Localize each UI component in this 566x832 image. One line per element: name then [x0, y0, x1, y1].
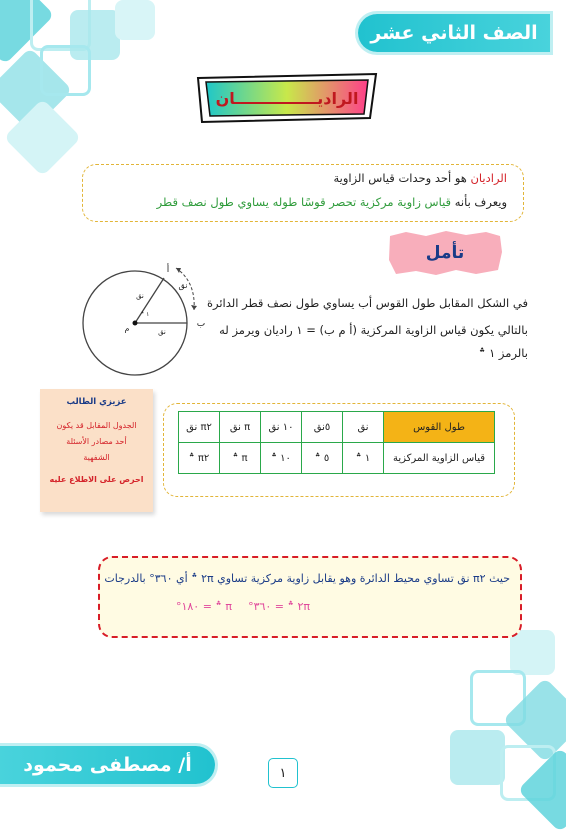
radian-term: الراديان — [470, 171, 507, 185]
note-line-4: احرص على الاطلاع عليه — [49, 475, 144, 484]
circumference-box — [98, 556, 522, 638]
circumference-text: حيث π٢ نق تساوي محيط الدائرة وهو يقابل زاوية مركزية تساوي ٢π ؞ أي ٣٦٠° بالدرجات — [104, 572, 510, 585]
definition-line-2: ويعرف بأنه قياس زاوية مركزية تحصر قوسًا طوله يساوي طول نصف قطر — [156, 195, 507, 209]
page-title: الراديـــــــــــــــان — [215, 88, 359, 108]
reflect-line-3: بالرمز ١ ؞ — [478, 346, 528, 360]
table-row — [179, 443, 495, 474]
note-line-1: الجدول المقابل قد يكون — [56, 421, 137, 430]
circle-diagram — [80, 258, 210, 383]
table-header-angle: قياس الزاوية المركزية — [384, 443, 495, 474]
reflect-title: تأمل — [425, 243, 465, 263]
equation-half-circle: π ؞ = ١٨٠° — [175, 600, 232, 613]
table-cell: ٥نق — [302, 412, 343, 443]
radius-label-horizontal: نق — [158, 328, 166, 336]
table-cell: ١٠ ؞ — [261, 443, 302, 474]
radius-label-slanted: نق — [136, 292, 144, 300]
reflect-line-2: بالتالي يكون قياس الزاوية المركزية (أ م ب) = ١ راديان ويرمز له — [219, 323, 528, 337]
table-cell: π٢ ؞ — [179, 443, 220, 474]
table-cell: ١٠ نق — [261, 412, 302, 443]
table-cell: π ؞ — [220, 443, 261, 474]
table-cell: ٥ ؞ — [302, 443, 343, 474]
point-a-label: أ — [166, 265, 170, 275]
table-cell: نق — [343, 412, 384, 443]
angle-label: ١ ؞ — [140, 311, 150, 318]
reflect-line-1: في الشكل المقابل طول القوس أب يساوي طول نصف قطر الدائرة — [206, 296, 528, 310]
table-row — [179, 412, 495, 443]
decoration-bottom-right — [430, 620, 566, 800]
center-label: م — [124, 324, 130, 333]
table-cell: π نق — [220, 412, 261, 443]
arc-label: نق — [178, 281, 188, 290]
table-cell: π٢ نق — [179, 412, 220, 443]
definition-highlight: قياس زاوية مركزية تحصر قوسًا طوله يساوي طول نصف قطر — [156, 195, 452, 209]
definition-box — [82, 164, 524, 222]
equation-full-circle: ٢π ؞ = ٣٦٠° — [248, 600, 310, 613]
page-number: ١ — [268, 758, 298, 788]
radian-table — [178, 411, 495, 474]
table-header-arc-length: طول القوس — [384, 412, 495, 443]
definition-line-1: الراديان هو أحد وحدات قياس الزاوية — [333, 171, 507, 185]
decoration-top-left — [0, 0, 170, 190]
note-line-2: أحد مصادر الأسئلة — [66, 437, 127, 446]
point-b-label: ب — [196, 319, 206, 329]
author-banner: أ/ مصطفى محمود — [0, 746, 215, 784]
note-title: عزيزي الطالب — [66, 397, 127, 407]
note-line-3: الشفهية — [83, 453, 110, 462]
table-cell: ١ ؞ — [343, 443, 384, 474]
grade-banner: الصف الثاني عشر — [358, 14, 550, 52]
student-note-card — [40, 389, 153, 512]
